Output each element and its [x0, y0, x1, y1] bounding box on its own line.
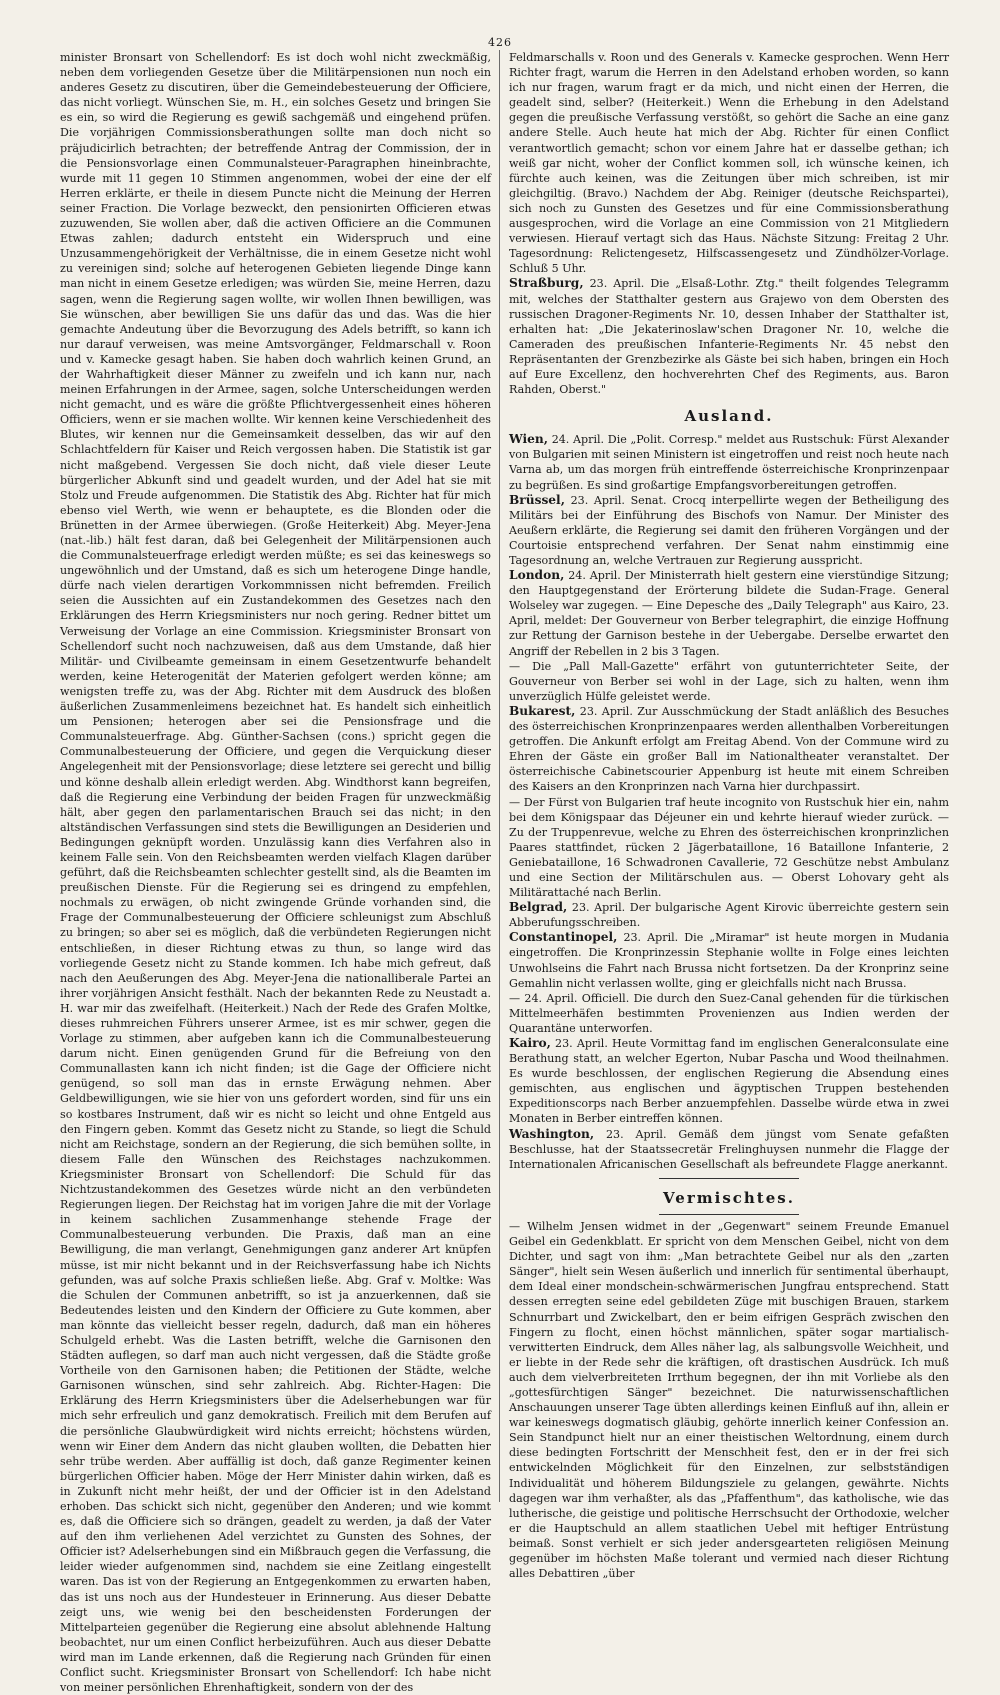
dispatch-place: Wien, — [509, 432, 548, 447]
left-column-text: minister Bronsart von Schellendorf: Es ist doch wohl nicht zweckmäßig, neben dem vorliegenden Gesetze über die Militärpensionen nun noch ein anderes Gesetz zu discutiren, über die Gemeindebesteuerung der Officiere, das nicht vorliegt. Wünschen Sie, m. H., ein solches Gesetz und bringen Sie es ein, so wird die Regierung es gewiß sachgemäß und eingehend prüfen. Die vorjährigen Commissionsberathungen sollte man doch nicht so präjudicirlich betrachten; der betreffende Antrag der Commission, der in die Pensionsvorlage einen Communalsteuer-Paragraphen hineinbrachte, wurde mit 11 gegen 10 Stimmen angenommen, wobei der eine der elf Herren erklärte, er theile in diesem Puncte nicht die Meinung der Herren seiner Fraction. Die Vorlage bezweckt, den pensionirten Officieren etwas zuzuwenden, Sie wollen aber, daß die activen Officiere an die Communen Etwas zahlen; dadurch entsteht ein Widerspruch und eine Unzusammengehörigkeit der Verhältnisse, die in einem Gesetze nicht wohl zu vereinigen sind; solche auf heterogenen Gebieten liegende Dinge kann man nicht in einem Gesetze erledigen; was würden Sie, meine Herren, dazu sagen, wenn die Regierung sagen wollte, wir wollen Ihnen bewilligen, was Sie wünschen, aber bewilligen Sie uns dafür das und das. Was die hier gemachte Andeutung über die Bevorzugung des Adels betrifft, so kann ich nur darauf verweisen, was meine Amtsvorgänger, Feldmarschall v. Roon und v. Kamecke gesagt haben. Sie haben doch wahrlich keinen Grund, an der Wahrhaftigkeit dieser Männer zu zweifeln und ich kann nur, nach meinen Erfahrungen in der Armee, sagen, solche Unterscheidungen werden nicht gemacht, und es wäre die größte Pflichtvergessenheit eines höheren Officiers, wenn er sie machen wollte. Wir kennen keine Verschiedenheit des Blutes, wir kennen nur die Gemeinsamkeit desselben, das wir auf den Schlachtfeldern für Kaiser und Reich vergossen haben. Die Statistik ist gar nicht maßgebend. Vergessen Sie doch nicht, daß viele dieser Leute bürgerlicher Abkunft sind und geadelt wurden, und der Adel hat sie mit Stolz und Freude aufgenommen. Die Statistik des Abg. Richter hat für mich ebenso viel Werth, wie wenn er behauptete, es die Blonden oder die Brünetten in der Armee überwiegen. (Große Heiterkeit) Abg. Meyer-Jena (nat.-lib.) hält fest daran, daß bei Gelegenheit der Militärpensionen auch die Communalsteuerfrage erledigt werden müßte; es sei das keineswegs so ungewöhnlich und der Umstand, daß es sich um heterogene Dinge handle, dürfe nach vielen derartigen Vorkommnissen nicht befremden. Freilich seien die Aussichten auf ein Zustandekommen des Gesetzes nach den Erklärungen des Herrn Kriegsministers nur noch gering. Redner bittet um Verweisung der Vorlage an eine Commission. Kriegsminister Bronsart von Schellendorf sucht noch nachzuweisen, daß aus dem Umstande, daß hier Militär- und Civilbeamte gemeinsam in einem Gesetzentwurfe behandelt werden, keine Heterogenität der Materien gefolgert werden könne; am wenigsten treffe zu, was der Abg. Richter mit dem Ausdruck des bloßen äußerlichen Zusammenleimens bezeichnet hat. Es handelt sich einheitlich um Pensionen; heterogen aber sei die Pensionsfrage und die Communalsteuerfrage. Abg. Günther-Sachsen (cons.) spricht gegen die Communalbesteuerung der Officiere, und gegen die Verquickung dieser Angelegenheit mit der Pensionsvorlage; diese letztere sei gerecht und billig und könne deshalb allein erledigt werden. Abg. Windthorst kann begreifen, daß die Regierung eine Verbindung der beiden Fragen für unzweckmäßig hält, aber gegen den parlamentarischen Brauch sei das nicht; in den altständischen Verfassungen sind stets die Bewilligungen an Desiderien und Bedingungen geknüpft worden. Unzulässig kann dies Verfahren also in keinem Falle sein. Von den Reichsbeamten werden vielfach Klagen darüber geführt, daß die Reichsbeamten schlechter gestellt sind, als die Beamten im preußischen Dienste. Für die Regierung sei es dringend zu empfehlen, nochmals zu erwägen, ob nicht zwingende Gründe vorhanden sind, die Frage der Communalbesteuerung der Officiere schleunigst zum Abschluß zu bringen; so aber sei es möglich, daß die verbündeten Regierungen nicht entschließen, in dieser Richtung etwas zu thun, so lange wird das vorliegende Gesetz nicht zu Stande kommen. Ich habe mich gefreut, daß nach den Aeußerungen des Abg. Meyer-Jena die nationalliberale Partei an ihrer vorjährigen Ansicht festhält. Nach der bekannten Rede zu Neustadt a. H. war mir das zweifelhaft. (Heiterkeit.) Nach der Rede des Grafen Moltke, dieses ruhmreichen Führers unserer Armee, ist es mir schwer, gegen die Vorlage zu stimmen, aber aufgeben kann ich die Communalbesteuerung darum nicht. Einen genügenden Grund für die Befreiung von den Communallasten kann ich nicht finden; ist die Gage der Officiere nicht genügend, so soll man das in ernste Erwägung nehmen. Aber Geldbewilligungen, wie sie hier von uns gefordert worden, sind für uns ein so kostbares Instrument, daß wir es nicht so leicht und ohne Entgeld aus den Fingern geben. Kommt das Gesetz nicht zu Stande, so liegt die Schuld nicht am Reichstage, sondern an der Regierung, die sich bemühen sollte, in diesem Falle den Wünschen des Reichstages nachzukommen. Kriegsminister Bronsart von Schellendorf: Die Schuld für das Nichtzustandekommen des Gesetzes würde nicht an den verbündeten Regierungen liegen. Der Reichstag hat im vorigen Jahre die mit der Vorlage in keinem sachlichen Zusammenhange stehende Frage der Communalbesteuerung verbunden. Die Praxis, daß man an eine Bewilligung, die man verlangt, Genehmigungen ganz anderer Art knüpfen müsse, ist mir nicht bekannt und in der Reichsverfassung habe ich Nichts gefunden, was auf solche Praxis schließen ließe. Abg. Graf v. Moltke: Was die Schulen der Communen anbetrifft, so ist ja anzuerkennen, daß sie Bedeutendes leisten und den Kindern der Officiere zu Gute kommen, aber man könnte das vielleicht besser regeln, dadurch, daß man ein höheres Schulgeld erhebt. Was die Lasten betrifft, welche die Garnisonen den Städten auflegen, so darf man auch nicht vergessen, daß die Städte große Vortheile von den Garnisonen haben; die Petitionen der Städte, welche Garnisonen wünschen, sind sehr zahlreich. Abg. Richter-Hagen: Die Erklärung des Herrn Kriegsministers über die Adelserhebungen war für mich sehr erfreulich und ganz demokratisch. Freilich mit dem Berufen auf die persönliche Glaubwürdigkeit wird nichts erreicht; höchstens würden, wenn wir Einer dem Andern das nicht glauben wollten, die Debatten hier sehr trübe werden. Aber auffällig ist doch, daß ganze Regimenter keinen bürgerlichen Officier haben. Möge der Herr Minister dahin wirken, daß es in Zukunft nicht mehr heißt, der und der Officier ist in den Adelstand erhoben. Das schickt sich nicht, gegenüber den Anderen; und wie kommt es, daß die Officiere sich so drängen, geadelt zu werden, ja daß der Vater auf den ihm verliehenen Adel verzichtet zu Gunsten des Sohnes, der Officier ist? Adelserhebungen sind ein Mißbrauch gegen die Verfassung, die leider wieder aufgenommen sind, nachdem sie eine Zeitlang eingestellt waren. Das ist von der Regierung an Entgegenkommen zu erwarten haben, das ist uns noch aus der Hundesteuer in Erinnerung. Aus dieser Debatte zeigt uns, wie wenig bei den bescheidensten Forderungen der Mittelparteien gegenüber die Regierung eine absolut ablehnende Haltung beobachtet, nur um einen Conflict herbeizuführen. Auch aus dieser Debatte wird man im Lande erkennen, daß die Regierung nach Gründen für einen Conflict sucht. Kriegsminister Bronsart von Schellendorf: Ich habe nicht von meiner persönlichen Ehrenhaftigkeit, sondern von der des — [60, 51, 491, 1695]
dispatch-place: Washington, — [509, 1126, 595, 1141]
section-heading-vermischtes: Vermischtes. — [663, 1188, 795, 1207]
dispatch-bruessel — [509, 493, 949, 568]
right-column — [509, 50, 950, 1581]
left-column — [60, 50, 491, 1695]
dispatch-text: 23. April. Heute Vormittag fand im englischen Generalconsulate eine Berathung statt, an welcher Egerton, Nubar Pascha und Wood theilnahmen. Es wurde beschlossen, der englischen Regierung die Absendung eines gemischten, aus englischen und ägyptischen Truppen bestehenden Expeditionscorps nach Berber anzuempfehlen. Dasselbe würde etwa in zwei Monaten in Berber eintreffen können. — [509, 1037, 949, 1126]
dispatch-bukarest — [509, 704, 949, 795]
dispatch-place: Kairo, — [509, 1036, 551, 1050]
dispatch-text: 23. April. Zur Ausschmückung der Stadt anläßlich des Besuches des österreichischen Kronprinzenpaares werden allenthalben Vorbereitungen getroffen. Die Ankunft erfolgt am Freitag Abend. Von der Commune wird zu Ehren der Gäste ein großer Ball im Nationaltheater veranstaltet. Der österreichische Cabinetscourier Appenburg ist heute mit einem Schreiben des Kaisers an den Kronprinzen nach Varna hier durchpassirt. — [509, 704, 949, 794]
dispatch-kairo — [509, 1036, 949, 1127]
article-vermischtes: — Wilhelm Jensen widmet in der „Gegenwart" seinem Freunde Emanuel Geibel ein Gedenkblatt. Er spricht von dem Menschen Geibel, nicht von dem Dichter, und sagt von ihm: „Man betrachtete Geibel nur als den „zarten Sänger", hielt sein Wesen äußerlich und innerlich für sentimental überhaupt, dem Ideal einer mondschein-schwärmerischen Jungfrau entsprechend. Statt dessen erregten seine edel gebildeten Züge mit buschigen Brauen, starkem Schnurrbart und Zwickelbart, den er beim eifrigen Gespräch zwischen den Fingern zu flocht, einen höchst männlichen, später sogar martialisch-verwitterten Eindruck, dem Alles näher lag, als salbungsvolle Weichheit, und er liebte in der Rede sehr die kräftigen, oft drastischen Ausdrück. Ich muß auch dem vielverbreiteten Irrthum begegnen, der ihn mit Vorliebe als den „gottesfürchtigen Sänger" bezeichnet. Die naturwissenschaftlichen Anschauungen unserer Tage übten allerdings keinen Einfluß auf ihn, allein er war keineswegs dogmatisch gläubig, gehörte innerlich keiner Confession an. Sein Standpunct hielt nur an einer theistischen Weltordnung, einem durch diese bedingten Fortschritt der Menschheit fest, den er in der frei sich entwickelnden Möglichkeit für den Einzelnen, zur selbstständigen Individualität und höherem Bildungsziele zu gelangen, gewährte. Nichts dagegen war ihm verhaßter, als das „Pfaffenthum", das katholische, wie das lutherische, die geistige und politische Herrschsucht der Orthodoxie, welcher er die Hauptschuld an allem staatlichen Uebel mit heftiger Entrüstung beimaß. Sonst verhielt er sich jeder andersgearteten religiösen Meinung gegenüber im höchsten Maße tolerant und vermied nach dieser Richtung alles Debattiren „über — [509, 1219, 949, 1581]
section-heading-ausland: Ausland. — [684, 407, 774, 426]
dispatch-text: 24. April. Der Ministerrath hielt gestern eine vierstündige Sitzung; den Hauptgegenstand der Erörterung bildete die Sudan-Frage. General Wolseley war zugegen. — Eine Depesche des „Daily Telegraph" aus Kairo, 23. April, meldet: Der Gouverneur von Berber telegraphirt, die einzige Hoffnung zur Rettung der Garnison bestehe in der Uebergabe. Derselbe erwartet den Angriff der Rebellen in 2 bis 3 Tagen. — [509, 569, 949, 658]
section-divider — [659, 1214, 799, 1215]
section-divider — [659, 1178, 799, 1179]
dispatch-text: — 24. April. Officiell. Die durch den Suez-Canal gehenden für die türkischen Mittelmeerhäfen bestimmten Provenienzen aus Indien werden der Quarantäne unterworfen. — [509, 991, 949, 1035]
dispatch-london — [509, 568, 949, 659]
column-divider — [499, 50, 500, 1502]
dispatch-place: Constantinopel, — [509, 930, 618, 945]
dispatch-bukarest-followup — [509, 795, 949, 901]
dispatch-strassburg — [509, 276, 949, 397]
dispatch-place: Belgrad, — [509, 900, 568, 915]
dispatch-washington — [509, 1127, 949, 1172]
dispatch-constantinopel — [509, 930, 949, 990]
dispatch-text: — Der Fürst von Bulgarien traf heute incognito von Rustschuk hier ein, nahm bei dem Königspaar das Déjeuner ein und kehrte hierauf wieder zurück. — Zu der Truppenrevue, welche zu Ehren des österreichischen kronprinzlichen Paares stattfindet, rücken 2 Jägerbataillone, 16 Bataillone Infanterie, 2 Geniebataillone, 16 Schwadronen Cavallerie, 72 Geschütze nebst Ambulanz und eine Section der Militärschulen aus. — Oberst Lohovary geht als Militärattaché nach Berlin. — [509, 795, 949, 900]
dispatch-place: Brüssel, — [509, 492, 565, 507]
dispatch-place: Straßburg, — [509, 276, 584, 291]
dispatch-wien — [509, 432, 949, 492]
dispatch-text: — Die „Pall Mall-Gazette" erfährt von gutunterrichteter Seite, der Gouverneur von Berber sei wohl in der Lage, sich zu halten, wenn ihm unverzüglich Hülfe geleistet werde. — [509, 659, 949, 703]
ausland-dispatches — [509, 432, 949, 1172]
page-number: 426 — [488, 36, 512, 49]
dispatch-text: 23. April. Die „Elsaß-Lothr. Ztg." theilt folgendes Telegramm mit, welches der Statthalter gestern aus Grajewo von dem Obersten des russischen Dragoner-Regiments Nr. 10, dessen Inhaber der Statthalter ist, erhalten hat: „Die Jekaterinoslaw'schen Dragoner Nr. 10, welche die Cameraden des preußischen Infanterie-Regiments Nr. 45 nebst den Repräsentanten der Grenzbezirke als Gäste bei sich haben, bringen ein Hoch auf Eure Excellenz, den hochverehrten Chef des Regiments, aus. Baron Rahden, Oberst." — [509, 277, 949, 397]
dispatch-place: London, — [509, 568, 565, 583]
parliament-report-continuation: Feldmarschalls v. Roon und des Generals v. Kamecke gesprochen. Wenn Herr Richter fragt, warum die Herren in den Adelstand erhoben worden, so kann ich nur fragen, warum fragt er da mich, und nicht einen der Herren, die geadelt sind, selber? (Heiterkeit.) Wenn die Erhebung in den Adelstand gegen die preußische Verfassung verstößt, so gehört die Sache an eine ganz andere Stelle. Auch heute hat mich der Abg. Richter für einen Conflict verantwortlich gemacht; schon vor einem Jahre hat er dasselbe gethan; ich weiß gar nicht, woher der Conflict kommen soll, ich wünsche keinen, ich fürchte auch keinen, was die Zeitungen über mich schreiben, ist mir gleichgiltig. (Bravo.) Nachdem der Abg. Reiniger (deutsche Reichspartei), sich noch zu Gunsten des Gesetzes und für eine Commissionsberathung ausgesprochen, wird die Vorlage an eine Commission von 21 Mitgliedern verwiesen. Hierauf vertagt sich das Haus. Nächste Sitzung: Freitag 2 Uhr. Tagesordnung: Relictengesetz, Hilfscassengesetz und Zündhölzer-Vorlage. Schluß 5 Uhr. — [509, 51, 949, 276]
dispatch-belgrad — [509, 900, 949, 930]
dispatch-text: 24. April. Die „Polit. Corresp." meldet aus Rustschuk: Fürst Alexander von Bulgarien mit seinen Ministern ist eingetroffen und reist noch heute nach Varna ab, um das morgen früh eintreffende österreichische Kronprinzenpaar zu begrüßen. Es sind großartige Empfangsvorbereitungen getroffen. — [509, 433, 949, 492]
dispatch-text: 23. April. Senat. Crocq interpellirte wegen der Betheiligung des Militärs bei der Einführung des Bischofs von Namur. Der Minister des Aeußern erklärte, die Regierung sei damit den früheren Vorgängen und der Courtoisie entsprechend verfahren. Der Senat nahm einstimmig eine Tagesordnung an, welche Vertrauen zur Regierung ausspricht. — [509, 493, 950, 567]
dispatch-place: Bukarest, — [509, 703, 576, 718]
dispatch-text: 23. April. Die „Miramar" ist heute morgen in Mudania eingetroffen. Die Kronprinzessin Stephanie wollte in Folge eines leichten Unwohlseins die Fahrt nach Brussa nicht fortsetzen. Da der Kronprinz seine Gemahlin nicht verlassen wollte, ging er gleichfalls nicht nach Brussa. — [509, 931, 950, 990]
dispatch-london-followup — [509, 659, 949, 704]
dispatch-constantinopel-followup — [509, 991, 949, 1036]
dispatch-text: 23. April. Der bulgarische Agent Kirovic überreichte gestern sein Abberufungsschreiben. — [509, 901, 949, 930]
dispatch-text: 23. April. Gemäß dem jüngst vom Senate gefaßten Beschlusse, hat der Staatssecretär Frelinghuysen nunmehr die Flagge der Internationalen Africanischen Gesellschaft als befreundete Flagge anerkannt. — [509, 1127, 949, 1171]
